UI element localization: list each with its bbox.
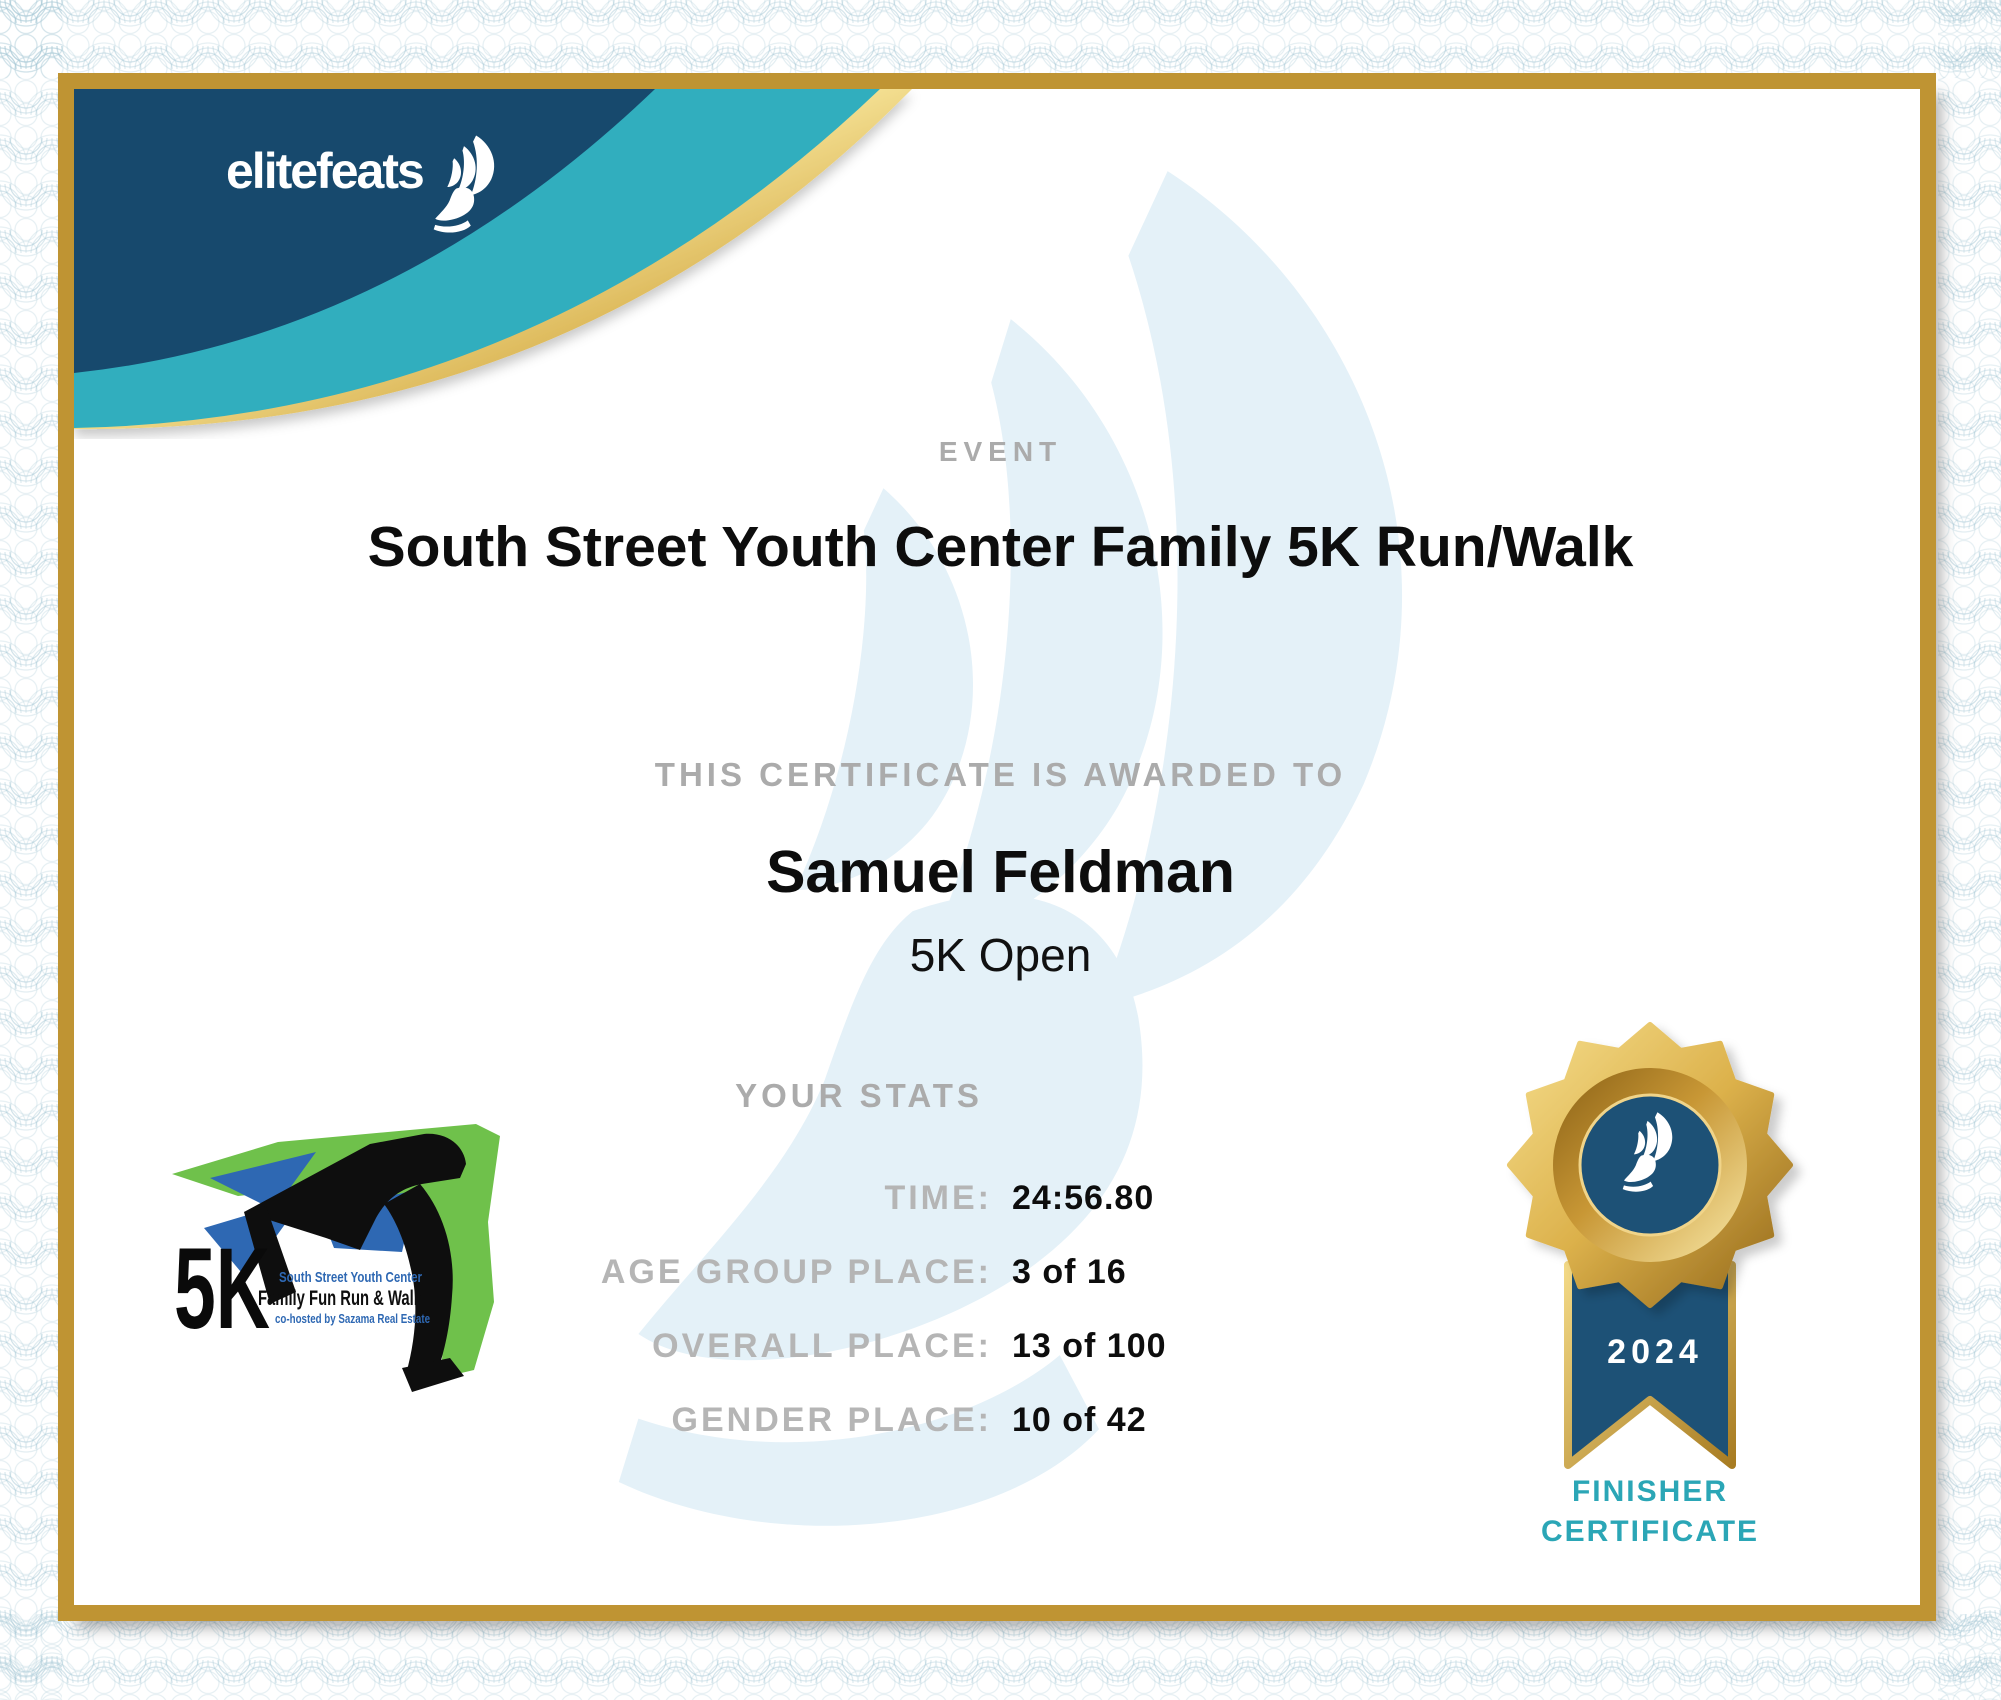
finisher-caption: [1470, 1472, 1830, 1552]
brand-logo: [226, 142, 505, 240]
guilloche-border-top: [0, 0, 2001, 78]
brand-logo-text: elitefeats: [226, 143, 423, 199]
finisher-medal: [1490, 1015, 1810, 1485]
overall-place-label: OVERALL PLACE:: [652, 1327, 992, 1365]
time-value: 24:56.80: [1012, 1179, 1155, 1217]
event-title: South Street Youth Center Family 5K Run/Walk: [367, 515, 1634, 579]
medal-year: 2024: [1607, 1333, 1703, 1371]
finisher-caption-line2: CERTIFICATE: [1540, 1515, 1760, 1548]
stats-heading: YOUR STATS: [735, 1077, 983, 1114]
race-logo-line3: co-hosted by Sazama Real Estate: [275, 1311, 430, 1326]
winged-foot-icon: [429, 134, 505, 240]
stat-row-overall-place: [522, 1326, 1167, 1366]
division-label: 5K Open: [909, 929, 1092, 981]
stat-row-gender-place: [522, 1400, 1147, 1440]
age-group-place-value: 3 of 16: [1012, 1253, 1127, 1291]
medal-rosette: [1510, 1025, 1790, 1305]
stat-row-age-group-place: [522, 1252, 1127, 1292]
finisher-caption-line1: FINISHER: [1571, 1475, 1728, 1508]
race-logo-5k-text: 5K: [174, 1225, 270, 1353]
age-group-place-label: AGE GROUP PLACE:: [600, 1253, 992, 1291]
gender-place-value: 10 of 42: [1012, 1401, 1147, 1439]
gender-place-label: GENDER PLACE:: [671, 1401, 992, 1439]
recipient-name: Samuel Feldman: [766, 839, 1235, 905]
race-logo: [158, 1112, 518, 1402]
race-logo-line1: South Street Youth Center: [279, 1269, 423, 1286]
award-heading: THIS CERTIFICATE IS AWARDED TO: [654, 756, 1347, 793]
event-label: EVENT: [938, 436, 1063, 467]
race-logo-line2: Family Fun Run & Walk: [258, 1287, 423, 1310]
overall-place-value: 13 of 100: [1012, 1327, 1167, 1365]
time-label: TIME:: [884, 1179, 992, 1217]
stat-row-time: [522, 1178, 1154, 1218]
